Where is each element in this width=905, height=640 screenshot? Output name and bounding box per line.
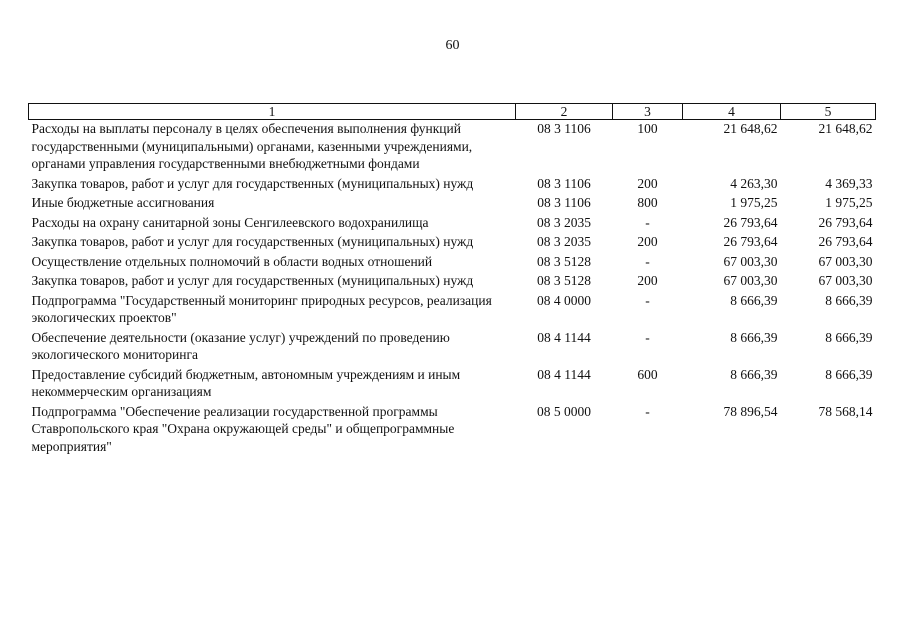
target-article-code: 08 3 5128 <box>537 253 591 269</box>
table-row <box>29 403 876 458</box>
amount-column-5: 26 793,64 <box>818 214 873 230</box>
target-article-code: 08 4 0000 <box>537 292 591 308</box>
amount-column-4: 67 003,30 <box>723 273 778 288</box>
amount-column-4: 8 666,39 <box>730 366 778 382</box>
amount-column-5: 67 003,30 <box>818 253 873 269</box>
expense-name: Расходы на охрану санитарной зоны Сенгилеевского водохранилища <box>31 214 429 230</box>
target-article-code: 08 3 2035 <box>537 214 591 230</box>
column-header-1: 1 <box>29 104 516 120</box>
expense-name: Расходы на выплаты персоналу в целях обеспечения выполнения функций государственными (муниципальными) органами, казенными учреждениями, органами управления государственными внебюджетными фондами <box>31 121 473 171</box>
amount-column-4: 67 003,30 <box>723 253 778 269</box>
table-row <box>29 233 876 253</box>
expense-type-code: 200 <box>637 273 658 288</box>
expense-name: Закупка товаров, работ и услуг для государственных (муниципальных) нужд <box>31 234 474 249</box>
target-article-code: 08 4 1144 <box>537 366 591 382</box>
amount-column-5: 8 666,39 <box>825 366 873 382</box>
amount-column-4: 1 975,25 <box>730 195 778 210</box>
amount-column-4: 21 648,62 <box>723 121 778 136</box>
expense-type-code: - <box>645 214 650 230</box>
amount-column-4: 8 666,39 <box>730 329 778 345</box>
target-article-code: 08 5 0000 <box>537 403 591 419</box>
table-row <box>29 175 876 195</box>
amount-column-5: 1 975,25 <box>825 195 873 210</box>
table-header-row <box>29 104 876 120</box>
expense-type-code: 100 <box>637 121 658 136</box>
amount-column-4: 8 666,39 <box>730 292 778 308</box>
expense-name: Обеспечение деятельности (оказание услуг) учреждений по проведению экологического мониторинга <box>31 329 450 362</box>
amount-column-5: 78 568,14 <box>818 403 873 419</box>
column-header-4: 4 <box>683 104 781 120</box>
table-row <box>29 214 876 234</box>
table-row <box>29 253 876 273</box>
budget-table <box>28 103 876 457</box>
page-number: 60 <box>445 38 460 53</box>
expense-type-code: 200 <box>637 175 658 191</box>
expense-type-code: - <box>645 253 650 269</box>
expense-name: Предоставление субсидий бюджетным, автономным учреждениям и иным некоммерческим организациям <box>31 366 461 399</box>
amount-column-4: 26 793,64 <box>723 214 778 230</box>
table-row <box>29 366 876 403</box>
target-article-code: 08 3 5128 <box>537 273 591 288</box>
expense-name: Иные бюджетные ассигнования <box>31 195 215 210</box>
expense-type-code: - <box>645 329 650 345</box>
amount-column-5: 8 666,39 <box>825 329 873 345</box>
amount-column-5: 26 793,64 <box>818 234 873 249</box>
amount-column-5: 67 003,30 <box>818 273 873 288</box>
amount-column-5: 8 666,39 <box>825 292 873 308</box>
amount-column-5: 21 648,62 <box>818 121 873 136</box>
target-article-code: 08 3 1106 <box>537 175 591 191</box>
target-article-code: 08 3 2035 <box>537 234 591 249</box>
table-body <box>29 120 876 458</box>
table-row <box>29 194 876 214</box>
amount-column-5: 4 369,33 <box>825 175 873 191</box>
expense-name: Подпрограмма "Обеспечение реализации государственной программы Ставропольского края "Охрана окружающей среды" и общепрограммные мероприятия" <box>31 403 455 454</box>
expense-name: Закупка товаров, работ и услуг для государственных (муниципальных) нужд <box>31 175 474 191</box>
table-row <box>29 329 876 366</box>
column-header-2: 2 <box>516 104 613 120</box>
target-article-code: 08 3 1106 <box>537 121 591 136</box>
column-header-3: 3 <box>613 104 683 120</box>
amount-column-4: 78 896,54 <box>723 403 778 419</box>
expense-type-code: 200 <box>637 234 658 249</box>
expense-name: Закупка товаров, работ и услуг для государственных (муниципальных) нужд <box>31 273 474 288</box>
target-article-code: 08 3 1106 <box>537 195 591 210</box>
expense-type-code: 600 <box>637 366 658 382</box>
amount-column-4: 26 793,64 <box>723 234 778 249</box>
expense-name: Осуществление отдельных полномочий в области водных отношений <box>31 253 433 269</box>
expense-name: Подпрограмма "Государственный мониторинг природных ресурсов, реализация экологических проектов" <box>31 292 492 325</box>
table-row <box>29 120 876 175</box>
expense-type-code: 800 <box>637 195 658 210</box>
table-row <box>29 292 876 329</box>
table-row <box>29 272 876 292</box>
expense-type-code: - <box>645 403 650 419</box>
target-article-code: 08 4 1144 <box>537 329 591 345</box>
amount-column-4: 4 263,30 <box>730 175 778 191</box>
column-header-5: 5 <box>781 104 876 120</box>
expense-type-code: - <box>645 292 650 308</box>
